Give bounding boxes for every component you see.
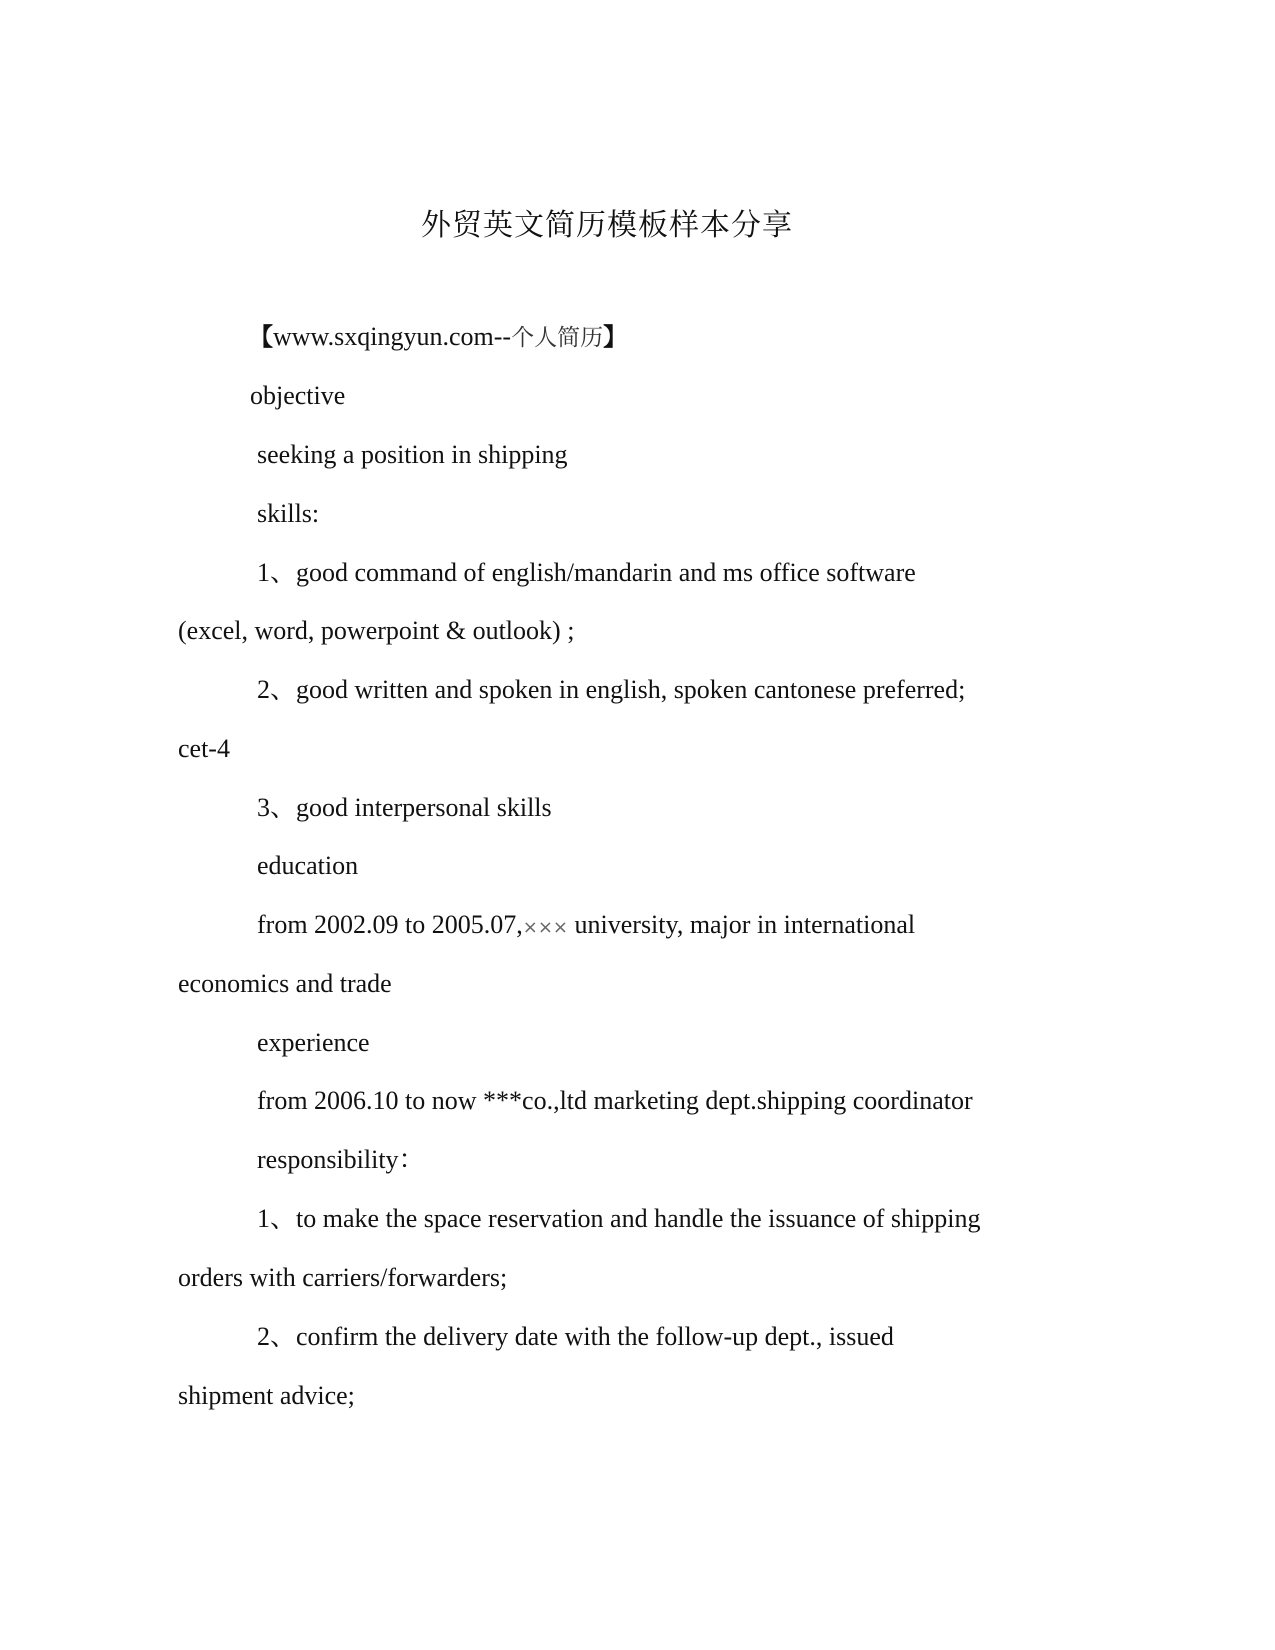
source-category: 个人简历 — [511, 325, 604, 351]
open-bracket: 【 — [249, 323, 273, 351]
skill-item-continuation: (excel, word, powerpoint & outlook) ; — [178, 616, 575, 645]
source-line — [249, 321, 627, 354]
item-text: good interpersonal skills — [296, 793, 552, 822]
skill-item — [257, 674, 965, 706]
education-detail: university, major in international — [568, 910, 916, 939]
skill-item-continuation: cet-4 — [178, 734, 230, 763]
item-text: confirm the delivery date with the follow-up dept., issued — [296, 1322, 894, 1351]
item-text: to make the space reservation and handle the issuance of shipping — [296, 1204, 981, 1233]
item-number: 1、 — [257, 1204, 297, 1233]
objective-heading: objective — [250, 381, 346, 410]
item-number: 2、 — [257, 1322, 297, 1351]
skill-item — [257, 792, 552, 824]
objective-text: seeking a position in shipping — [257, 440, 568, 469]
responsibility-continuation: orders with carriers/forwarders; — [178, 1263, 508, 1292]
education-line — [257, 909, 915, 944]
item-number: 1、 — [257, 558, 297, 587]
experience-heading: experience — [257, 1028, 370, 1057]
responsibility-heading: responsibility： — [257, 1145, 425, 1174]
education-heading: education — [257, 851, 359, 880]
education-dates: from 2002.09 to 2005.07, — [257, 910, 523, 939]
masked-name: ××× — [522, 917, 569, 938]
source-url: www.sxqingyun.com-- — [273, 322, 512, 351]
item-text: good command of english/mandarin and ms office software — [296, 558, 916, 587]
item-number: 2、 — [257, 675, 297, 704]
education-continuation: economics and trade — [178, 969, 392, 998]
responsibility-continuation: shipment advice; — [178, 1381, 355, 1410]
item-text: good written and spoken in english, spoken cantonese preferred; — [296, 675, 966, 704]
close-bracket: 】 — [603, 323, 628, 351]
responsibility-item — [257, 1203, 980, 1235]
document-title: 外贸英文简历模板样本分享 — [421, 208, 793, 243]
responsibility-item — [257, 1321, 894, 1353]
experience-line: from 2006.10 to now ***co.,ltd marketing dept.shipping coordinator — [257, 1086, 973, 1115]
item-number: 3、 — [257, 793, 297, 822]
skill-item — [257, 557, 916, 589]
skills-heading: skills: — [257, 499, 320, 528]
